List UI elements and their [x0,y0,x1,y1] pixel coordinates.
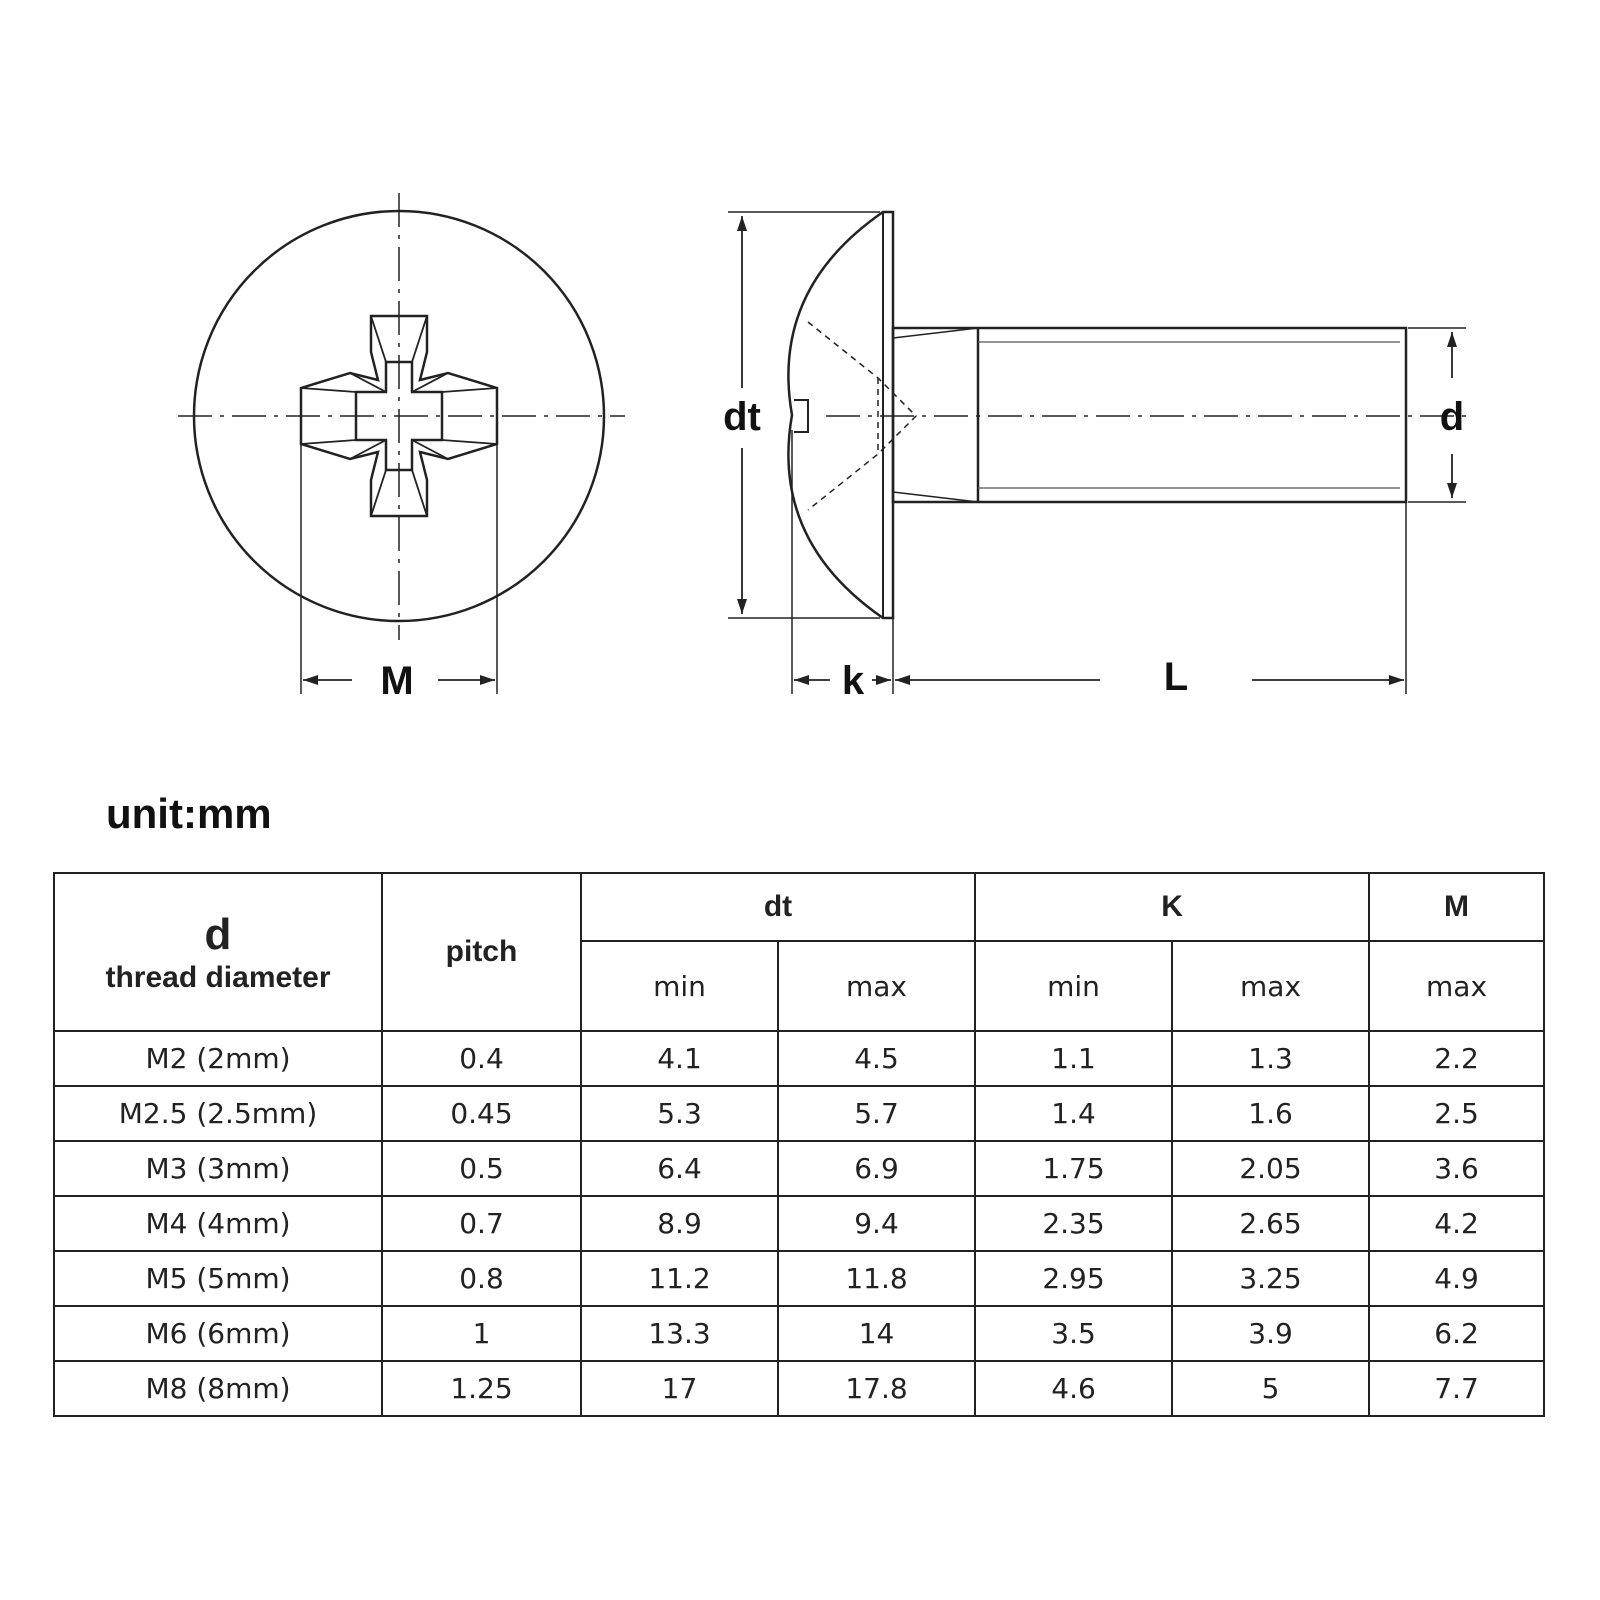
cell-dt-min: 8.9 [581,1196,778,1251]
top-view [178,193,625,694]
table-row [54,1141,1544,1196]
cell-k-max: 3.25 [1172,1251,1369,1306]
screw-drawing [0,0,1600,760]
cell-dt-min: 6.4 [581,1141,778,1196]
cell-pitch: 1 [382,1306,581,1361]
cell-d: M8 (8mm) [54,1361,382,1416]
header-dt-max: max [778,941,975,1031]
spec-table [53,872,1545,1417]
header-k-max: max [1172,941,1369,1031]
cell-d: M2 (2mm) [54,1031,382,1086]
header-m-max: max [1369,941,1544,1031]
cell-k-max: 2.65 [1172,1196,1369,1251]
cell-pitch: 0.8 [382,1251,581,1306]
table-row [54,1251,1544,1306]
cell-pitch: 0.4 [382,1031,581,1086]
cell-m-max: 2.2 [1369,1031,1544,1086]
cell-dt-min: 17 [581,1361,778,1416]
cell-m-max: 7.7 [1369,1361,1544,1416]
cell-dt-max: 9.4 [778,1196,975,1251]
cell-pitch: 0.5 [382,1141,581,1196]
header-d-caption: thread diameter [105,961,331,994]
cell-k-max: 1.3 [1172,1031,1369,1086]
table-row [54,1361,1544,1416]
cell-dt-max: 17.8 [778,1361,975,1416]
table-row [54,1031,1544,1086]
head-notch [794,400,808,432]
header-m: M [1369,873,1544,941]
table-row [54,1306,1544,1361]
table-row [54,1086,1544,1141]
unit-label: unit:mm [106,790,272,837]
screw-shank [893,328,1406,502]
header-k: K [975,873,1369,941]
cell-d: M3 (3mm) [54,1141,382,1196]
cell-d: M4 (4mm) [54,1196,382,1251]
header-d-symbol: d [204,910,232,959]
table-body [54,1031,1544,1416]
table-header-row [54,873,1544,941]
cell-dt-max: 4.5 [778,1031,975,1086]
cell-dt-min: 5.3 [581,1086,778,1141]
cell-pitch: 0.7 [382,1196,581,1251]
cell-dt-min: 13.3 [581,1306,778,1361]
cell-dt-min: 11.2 [581,1251,778,1306]
cell-k-max: 5 [1172,1361,1369,1416]
header-pitch: pitch [382,873,581,1031]
cell-m-max: 4.9 [1369,1251,1544,1306]
cell-k-max: 2.05 [1172,1141,1369,1196]
cell-m-max: 4.2 [1369,1196,1544,1251]
cell-d: M5 (5mm) [54,1251,382,1306]
cell-k-max: 1.6 [1172,1086,1369,1141]
cell-d: M2.5 (2.5mm) [54,1086,382,1141]
cell-m-max: 2.5 [1369,1086,1544,1141]
cell-k-min: 1.4 [975,1086,1172,1141]
cell-dt-max: 14 [778,1306,975,1361]
header-k-min: min [975,941,1172,1031]
cell-pitch: 1.25 [382,1361,581,1416]
cell-dt-max: 6.9 [778,1141,975,1196]
header-dt-min: min [581,941,778,1031]
cell-pitch: 0.45 [382,1086,581,1141]
cell-k-min: 4.6 [975,1361,1172,1416]
label-l: L [1163,655,1189,699]
cell-k-min: 1.75 [975,1141,1172,1196]
header-dt: dt [581,873,975,941]
cell-k-min: 3.5 [975,1306,1172,1361]
table-row [54,1196,1544,1251]
header-d [54,873,382,1031]
label-d: d [1439,395,1465,439]
side-view [728,212,1470,694]
label-m: M [380,659,414,703]
cell-dt-max: 11.8 [778,1251,975,1306]
cell-d: M6 (6mm) [54,1306,382,1361]
cell-m-max: 3.6 [1369,1141,1544,1196]
cell-m-max: 6.2 [1369,1306,1544,1361]
cell-k-min: 2.95 [975,1251,1172,1306]
cell-dt-max: 5.7 [778,1086,975,1141]
cell-dt-min: 4.1 [581,1031,778,1086]
label-dt: dt [723,395,761,439]
cell-k-min: 1.1 [975,1031,1172,1086]
cell-k-min: 2.35 [975,1196,1172,1251]
label-k: k [841,659,865,703]
cell-k-max: 3.9 [1172,1306,1369,1361]
